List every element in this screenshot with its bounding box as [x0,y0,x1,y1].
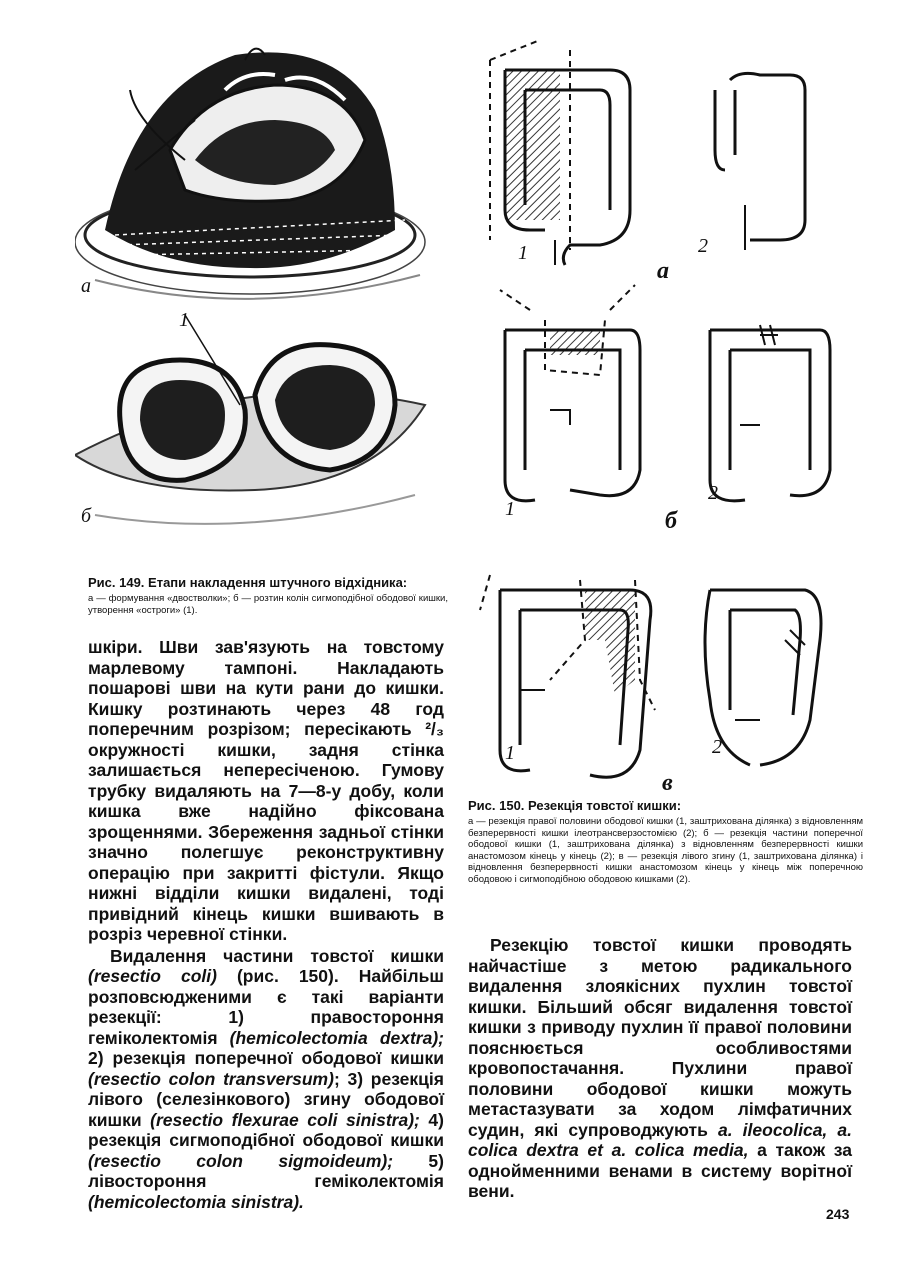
left-paragraph-1: шкіри. Шви зав'язують на товстому марлевому тампоні. Накладають пошарові шви на кути рани до кишки. Кишку розтинають через 48 год поперечним розрізом; пересікають ²/₃ окружності кишки, задня стінка залишається непересіченою. Гумову трубку видаляють на 7—8-у добу, коли кишка вже надійно фіксована зрощеннями. Збереження задньої стінки значно полегшує реконструктивну операцію при закритті фістули. Якщо нижні відділи кишки видалені, тоді привідний кінець кишки вшивають в розріз черевної стінки. [88,637,444,944]
figure-149a [75,30,435,305]
figure-149b-letter: б [81,505,92,527]
section-heading: Видалення частини товстої кишки [110,945,444,966]
figure-149-caption-body: а — формування «двостволки»; б — розтин колін сигмоподібної ободової кишки, утворення «остроги» (1). [88,593,448,616]
figure-150a-num1: 1 [518,242,528,264]
figure-150b-num1: 1 [505,498,515,520]
latin-term: a. ileocolica, a. colica dextra et a. colica media, [468,1119,852,1160]
latin-term: (resectio colon transversum) [88,1068,334,1089]
latin-term: (hemicolectomia dextra); [229,1027,445,1048]
figure-149b [75,309,435,545]
figure-150a-letter: а [657,258,669,284]
figure-150b-num2: 2 [708,482,718,504]
figure-150c-num2: 2 [712,736,722,758]
latin-term: (resectio coli) [88,966,217,986]
figure-150c-letter: в [662,770,673,796]
colostomy-drawing [75,30,435,305]
figure-150c-num1: 1 [505,742,515,764]
latin-term: (resectio flexurae coli sinistra); [150,1109,420,1130]
text-run: 2) резекція поперечної ободової кишки [88,1048,444,1068]
latin-term: (hemicolectomia sinistra). [88,1191,304,1212]
figure-150-caption-body: а — резекція правої половини ободової кишки (1, заштрихована ділянка) з відновленням безперервності кишки ілеотрансверзостомією (2); б — резекція частини поперечної ободової кишки (1, заштрихована ділянка) з відновленням безперервності кишки анастомозом кінець у кінець (2); в — резекція лівого згину (1, заштрихована ділянка) і відновлення безперервності кишки анастомозом кінець у кінець між поперечною ободовою і сигмоподібною ободовою кишками (2). [468,816,863,885]
figure-149-caption [88,574,448,616]
text-run: Резекцію товстої кишки проводять найчастіше з метою радикального видалення злоякісних пухлин товстої кишки. Більший обсяг видалення товстої кишки з приводу пухлин її правої половини пояснюється особливостями кровопостачання. Пухлини правої половини ободової кишки можуть метастазувати за ходом лімфатичних судин, які супроводжують [468,935,852,1140]
figure-149-caption-title: Рис. 149. Етапи накладення штучного відхідника: [88,575,408,590]
colon-resection-schemes [460,30,880,800]
text-run: ; 3) резекція лівого (селезінкового) згину ободової кишки [88,1068,445,1130]
figure-150-caption [468,797,863,885]
left-paragraph-2 [88,946,444,1213]
figure-150-caption-title: Рис. 150. Резекція товстої кишки: [468,798,682,813]
figure-149b-pointer-label: 1 [179,309,189,331]
figure-150a-num2: 2 [698,235,708,257]
spur-drawing [75,315,435,545]
latin-term: (resectio colon sigmoideum); [88,1150,394,1171]
right-paragraph [468,935,852,1202]
figure-150 [460,30,880,800]
text-run: а також за однойменними венами в систему ворітної вени. [468,1140,852,1201]
text-run: (рис. 150). Найбільш розповсюдженими є такі варіанти резекції: 1) правостороння геміколектомія [88,966,444,1048]
figure-150b-letter: б [665,508,677,534]
page-number: 243 [826,1206,850,1222]
figure-149a-letter: а [81,275,91,297]
right-column-text [468,935,852,1202]
text-run: 5) лівостороння геміколектомія [88,1150,444,1191]
text-run: 4) резекція сигмоподібної ободової кишки [88,1109,444,1150]
left-column-text [88,637,444,1212]
